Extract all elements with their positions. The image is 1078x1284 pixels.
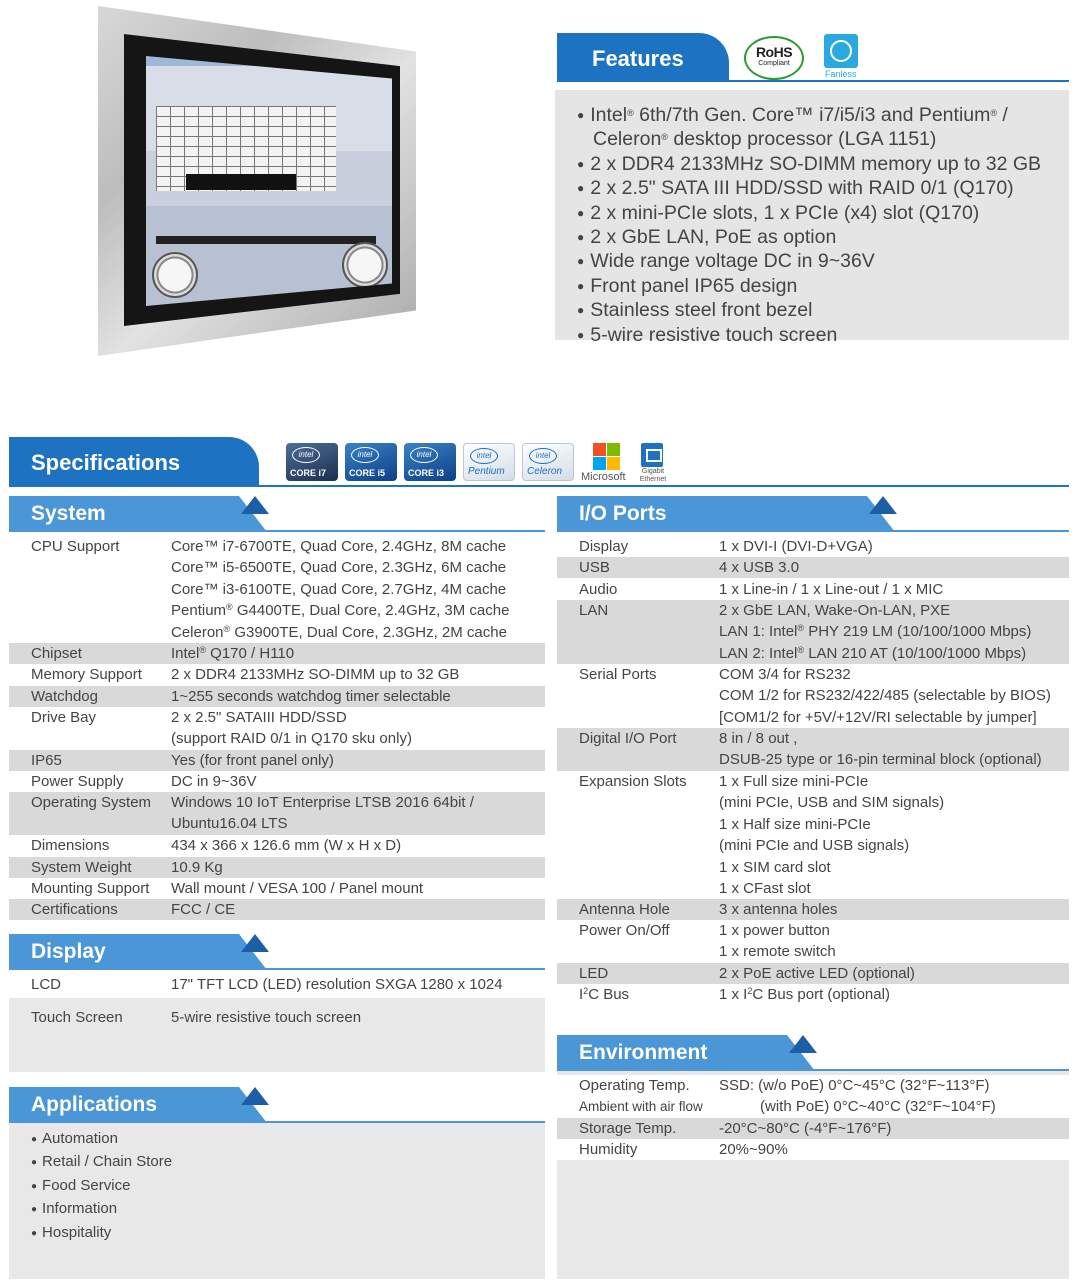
- gigabit-ethernet-label: Gigabit Ethernet: [639, 468, 667, 483]
- io-row-expansion: Expansion Slots 1 x Full size mini-PCIe (mini PCIe, USB and SIM signals) 1 x Half size mini-PCIe (mini PCIe and USB signals) 1 x SIM card slot 1 x CFast slot: [579, 773, 945, 898]
- intel-core-i7-logo: intel CORE i7: [286, 443, 338, 481]
- intel-pentium-logo: intel Pentium: [463, 443, 515, 481]
- features-list: [577, 104, 1041, 348]
- io-row-display: Display 1 x DVI-I (DVI-D+VGA): [579, 538, 873, 555]
- spec-row-chipset: Chipset Intel® Q170 / H110: [9, 643, 545, 664]
- io-row-led: LED 2 x PoE active LED (optional): [557, 963, 1069, 984]
- spec-row-cpu: CPU Support Core™ i7-6700TE, Quad Core, 2.4GHz, 8M cache Core™ i5-6500TE, Quad Core, 2.3GHz, 6M cache Core™ i3-6100TE, Quad Core, 2.7GHz, 4M cache Pentium® G4400TE, Dual Core, 2.4GHz, 3M cache Celeron® G3900TE, Dual Core, 2.3GHz, 2M cache: [31, 538, 510, 641]
- screen-gauge-right: [342, 242, 388, 288]
- application-item: ● Information: [31, 1198, 172, 1221]
- environment-title: Environment: [579, 1041, 708, 1064]
- io-row-usb: USB 4 x USB 3.0: [557, 557, 1069, 578]
- spec-row-os: Operating System Windows 10 IoT Enterprise LTSB 2016 64bit / Ubuntu16.04 LTS: [9, 792, 545, 835]
- features-rule: [557, 80, 1069, 82]
- feature-item: ● Intel® 6th/7th Gen. Core™ i7/i5/i3 and Pentium® /: [577, 104, 1041, 128]
- applications-title: Applications: [31, 1093, 158, 1116]
- spec-row-certifications: Certifications FCC / CE: [9, 899, 545, 920]
- specifications-title: Specifications: [31, 450, 181, 475]
- application-item: ● Retail / Chain Store: [31, 1151, 172, 1174]
- applications-header: [9, 1087, 267, 1123]
- io-row-audio: Audio 1 x Line-in / 1 x Line-out / 1 x MIC: [579, 581, 944, 598]
- io-ports-title: I/O Ports: [579, 502, 667, 525]
- spec-row-weight: System Weight 10.9 Kg: [9, 857, 545, 878]
- env-row-operating-temp: Operating Temp. Ambient with air flow SSD: (w/o PoE) 0°C~45°C (32°F~113°F) (with PoE) 0°C~40°C (32°F~104°F): [557, 1075, 1069, 1118]
- rohs-logo-text: RoHS: [755, 44, 793, 60]
- screen-black-bar: [186, 174, 296, 190]
- spec-row-mounting: Mounting Support Wall mount / VESA 100 / Panel mount: [31, 880, 424, 897]
- panel-pc-screen: [146, 56, 392, 306]
- io-row-power-onoff: Power On/Off 1 x power button 1 x remote switch: [579, 922, 836, 961]
- intel-celeron-logo: intel Celeron: [522, 443, 574, 481]
- spec-row-power-supply: Power Supply DC in 9~36V: [31, 773, 257, 790]
- feature-item-continued: Celeron® desktop processor (LGA 1151): [593, 128, 937, 151]
- feature-item: ● Stainless steel front bezel: [577, 299, 1041, 323]
- specifications-rule: [9, 485, 1069, 487]
- feature-item: ● 2 x 2.5" SATA III HDD/SSD with RAID 0/1 (Q170): [577, 177, 1041, 201]
- spec-row-dimensions: Dimensions 434 x 366 x 126.6 mm (W x H x D): [31, 837, 402, 854]
- io-row-digital-io: Digital I/O Port 8 in / 8 out , DSUB-25 type or 16-pin terminal block (optional): [557, 728, 1069, 771]
- display-title: Display: [31, 940, 106, 963]
- intel-core-i3-logo: intel CORE i3: [404, 443, 456, 481]
- rohs-logo: [744, 36, 804, 80]
- io-ports-header: [557, 496, 895, 532]
- spec-row-lcd: LCD 17" TFT LCD (LED) resolution SXGA 1280 x 1024: [31, 976, 503, 993]
- env-row-humidity: Humidity 20%~90%: [557, 1139, 1069, 1160]
- application-item: ● Food Service: [31, 1175, 172, 1198]
- applications-list: [31, 1128, 172, 1245]
- fanless-icon: [824, 34, 858, 68]
- io-row-antenna: Antenna Hole 3 x antenna holes: [557, 899, 1069, 920]
- io-row-lan: LAN 2 x GbE LAN, Wake-On-LAN, PXE LAN 1: Intel® PHY 219 LM (10/100/1000 Mbps) LAN 2: Intel® LAN 210 AT (10/100/1000 Mbps): [557, 600, 1069, 664]
- spec-row-memory: Memory Support 2 x DDR4 2133MHz SO-DIMM up to 32 GB: [31, 666, 460, 683]
- rohs-logo-subtext: Compliant: [758, 60, 790, 67]
- spec-row-watchdog: Watchdog 1~255 seconds watchdog timer selectable: [9, 686, 545, 707]
- intel-core-i5-logo: intel CORE i5: [345, 443, 397, 481]
- microsoft-label: Microsoft: [581, 471, 626, 483]
- io-row-serial: Serial Ports COM 3/4 for RS232 COM 1/2 for RS232/422/485 (selectable by BIOS) [COM1/2 for +5V/+12V/RI selectable by jumper]: [579, 666, 1051, 726]
- display-header: [9, 934, 267, 970]
- fanless-label: Fanless: [825, 69, 857, 79]
- env-row-storage-temp: Storage Temp. -20°C~80°C (-4°F~176°F): [557, 1118, 1069, 1139]
- microsoft-logo-icon: [593, 443, 620, 470]
- spec-row-drive-bay: Drive Bay 2 x 2.5" SATAIII HDD/SSD (support RAID 0/1 in Q170 sku only): [31, 709, 412, 748]
- spec-row-ip65: IP65 Yes (for front panel only): [9, 750, 545, 771]
- gigabit-ethernet-icon: [641, 443, 663, 467]
- system-title: System: [31, 502, 106, 525]
- screen-progress-bar: [156, 236, 376, 244]
- application-item: ● Hospitality: [31, 1222, 172, 1245]
- spec-row-touch-screen: Touch Screen 5-wire resistive touch screen: [31, 1009, 362, 1026]
- io-row-i2c: $I^2C$ Bus 1 x $I^2C$ Bus port (optional): [579, 986, 890, 1003]
- screen-gauge-left: [152, 252, 198, 298]
- application-item: ● Automation: [31, 1128, 172, 1151]
- feature-item: ● Wide range voltage DC in 9~36V: [577, 250, 1041, 274]
- environment-header: [557, 1035, 815, 1071]
- feature-item: ● 2 x GbE LAN, PoE as option: [577, 226, 1041, 250]
- feature-item: ● 5-wire resistive touch screen: [577, 324, 1041, 348]
- system-header: [9, 496, 267, 532]
- feature-item: ● 2 x DDR4 2133MHz SO-DIMM memory up to 32 GB: [577, 153, 1041, 177]
- feature-item: ● 2 x mini-PCIe slots, 1 x PCIe (x4) slot (Q170): [577, 202, 1041, 226]
- feature-item: ● Front panel IP65 design: [577, 275, 1041, 299]
- features-title: Features: [592, 46, 684, 71]
